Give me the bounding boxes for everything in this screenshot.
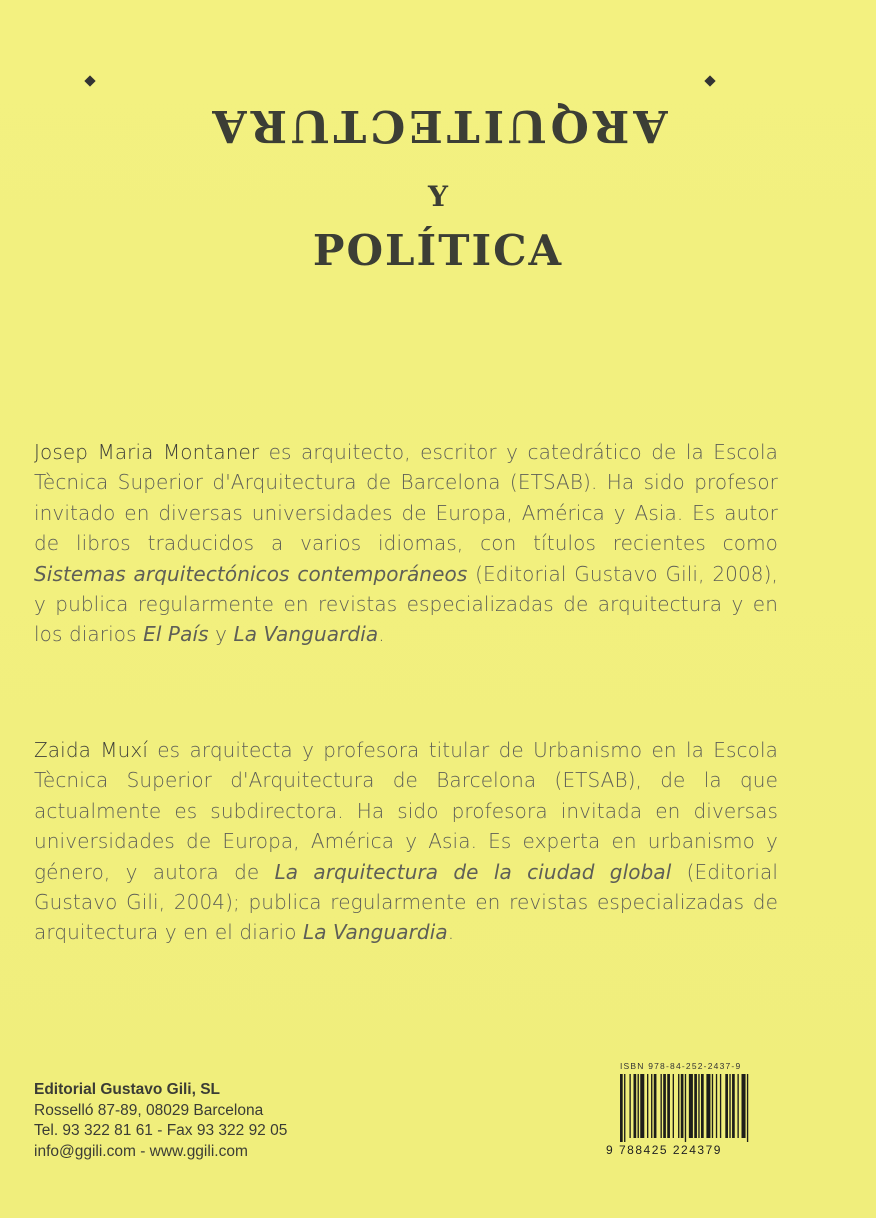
- diamond-ornament-right: [704, 75, 715, 86]
- author-name: Josep Maria Montaner: [34, 440, 260, 464]
- barcode-bar: [689, 1074, 693, 1138]
- barcode-bar: [742, 1074, 746, 1138]
- diamond-ornament-left: [84, 75, 95, 86]
- barcode-bar: [624, 1074, 625, 1142]
- bio-text: (Editorial Gustavo Gili, 2008), y publica regularmente en revistas especializadas de arquitectura y en los diarios: [34, 561, 778, 647]
- publisher-info: [34, 1080, 454, 1162]
- barcode-bar: [661, 1074, 662, 1138]
- barcode-bar: [701, 1074, 704, 1138]
- barcode-bar: [667, 1074, 670, 1138]
- bio-text: (Editorial Gustavo Gili, 2004); publica regularmente en revistas especializadas de arquitectura y en el diario: [34, 859, 778, 945]
- barcode-bar: [685, 1074, 686, 1142]
- title-main: POLÍTICA: [312, 226, 564, 275]
- bio-text: .: [378, 622, 385, 647]
- barcode-bar: [716, 1074, 717, 1138]
- barcode-bar: [720, 1074, 721, 1138]
- barcode-bar: [640, 1074, 644, 1138]
- bio-text: y: [208, 622, 234, 647]
- barcode-bar: [638, 1074, 639, 1138]
- barcode-bar: [654, 1074, 657, 1138]
- publisher-name: Editorial Gustavo Gili, SL: [34, 1081, 221, 1098]
- barcode-bar: [725, 1074, 728, 1138]
- bio-text: .: [447, 920, 455, 945]
- barcode-bar: [698, 1074, 699, 1138]
- barcode-bar: [651, 1074, 652, 1138]
- barcode-bar: [663, 1074, 666, 1138]
- book-title: La arquitectura de la ciudad global: [274, 859, 672, 884]
- barcode-bar: [681, 1074, 684, 1138]
- bio-text: es arquitecta y profesora titular de Urbanismo en la Escola Tècnica Superior d'Arquitectura de Barcelona (ETSAB), de la que actualmente es subdirectora. Ha sido profesora invitada en diversas universidades de Europa, América y Asia. Es experta en urbanismo y género, y autora de: [34, 738, 778, 884]
- isbn-label: ISBN 978-84-252-2437-9: [620, 1061, 742, 1071]
- barcode-bar: [729, 1074, 730, 1138]
- publisher-phone: Tel. 93 322 81 61 - Fax 93 322 92 05: [34, 1122, 288, 1139]
- barcode-bars: [620, 1074, 784, 1142]
- barcode-bar: [737, 1074, 738, 1138]
- barcode-bar: [712, 1074, 713, 1138]
- bio-text: es arquitecto, escritor y catedrático de la Escola Tècnica Superior d'Arquitectura de Barcelona (ETSAB). Ha sido profesor invitado en diversas universidades de Europa, América y Asia. Es autor de libros traducidos a varios idiomas, con títulos recientes como: [34, 440, 778, 556]
- publisher-address: Rosselló 87-89, 08029 Barcelona: [34, 1101, 264, 1119]
- title-conjunction: Y: [428, 180, 448, 213]
- barcode-bar: [629, 1074, 630, 1138]
- newspaper-name: La Vanguardia: [233, 622, 379, 647]
- newspaper-name: La Vanguardia: [302, 920, 448, 945]
- author-name: Zaida Muxí: [34, 738, 148, 762]
- newspaper-name: El País: [143, 622, 209, 647]
- barcode-bar: [694, 1074, 697, 1138]
- barcode-bar: [634, 1074, 637, 1138]
- author-bio-muxi: [34, 735, 778, 948]
- barcode-bar: [673, 1074, 674, 1138]
- publisher-contact: info@ggili.com - www.ggili.com: [34, 1142, 248, 1160]
- barcode-bar: [678, 1074, 679, 1138]
- barcode-bar: [706, 1074, 710, 1138]
- barcode-bar: [732, 1074, 735, 1138]
- book-title: Sistemas arquitectónicos contemporáneos: [34, 561, 468, 586]
- isbn-barcode: [604, 1061, 784, 1161]
- title-inverted: ARQUITECTURA: [208, 100, 668, 151]
- barcode-bar: [747, 1074, 748, 1142]
- barcode-bar: [620, 1074, 623, 1142]
- author-bio-montaner: [34, 437, 778, 650]
- barcode-bar: [647, 1074, 648, 1138]
- barcode-digits: 9 788425 224379: [606, 1143, 722, 1157]
